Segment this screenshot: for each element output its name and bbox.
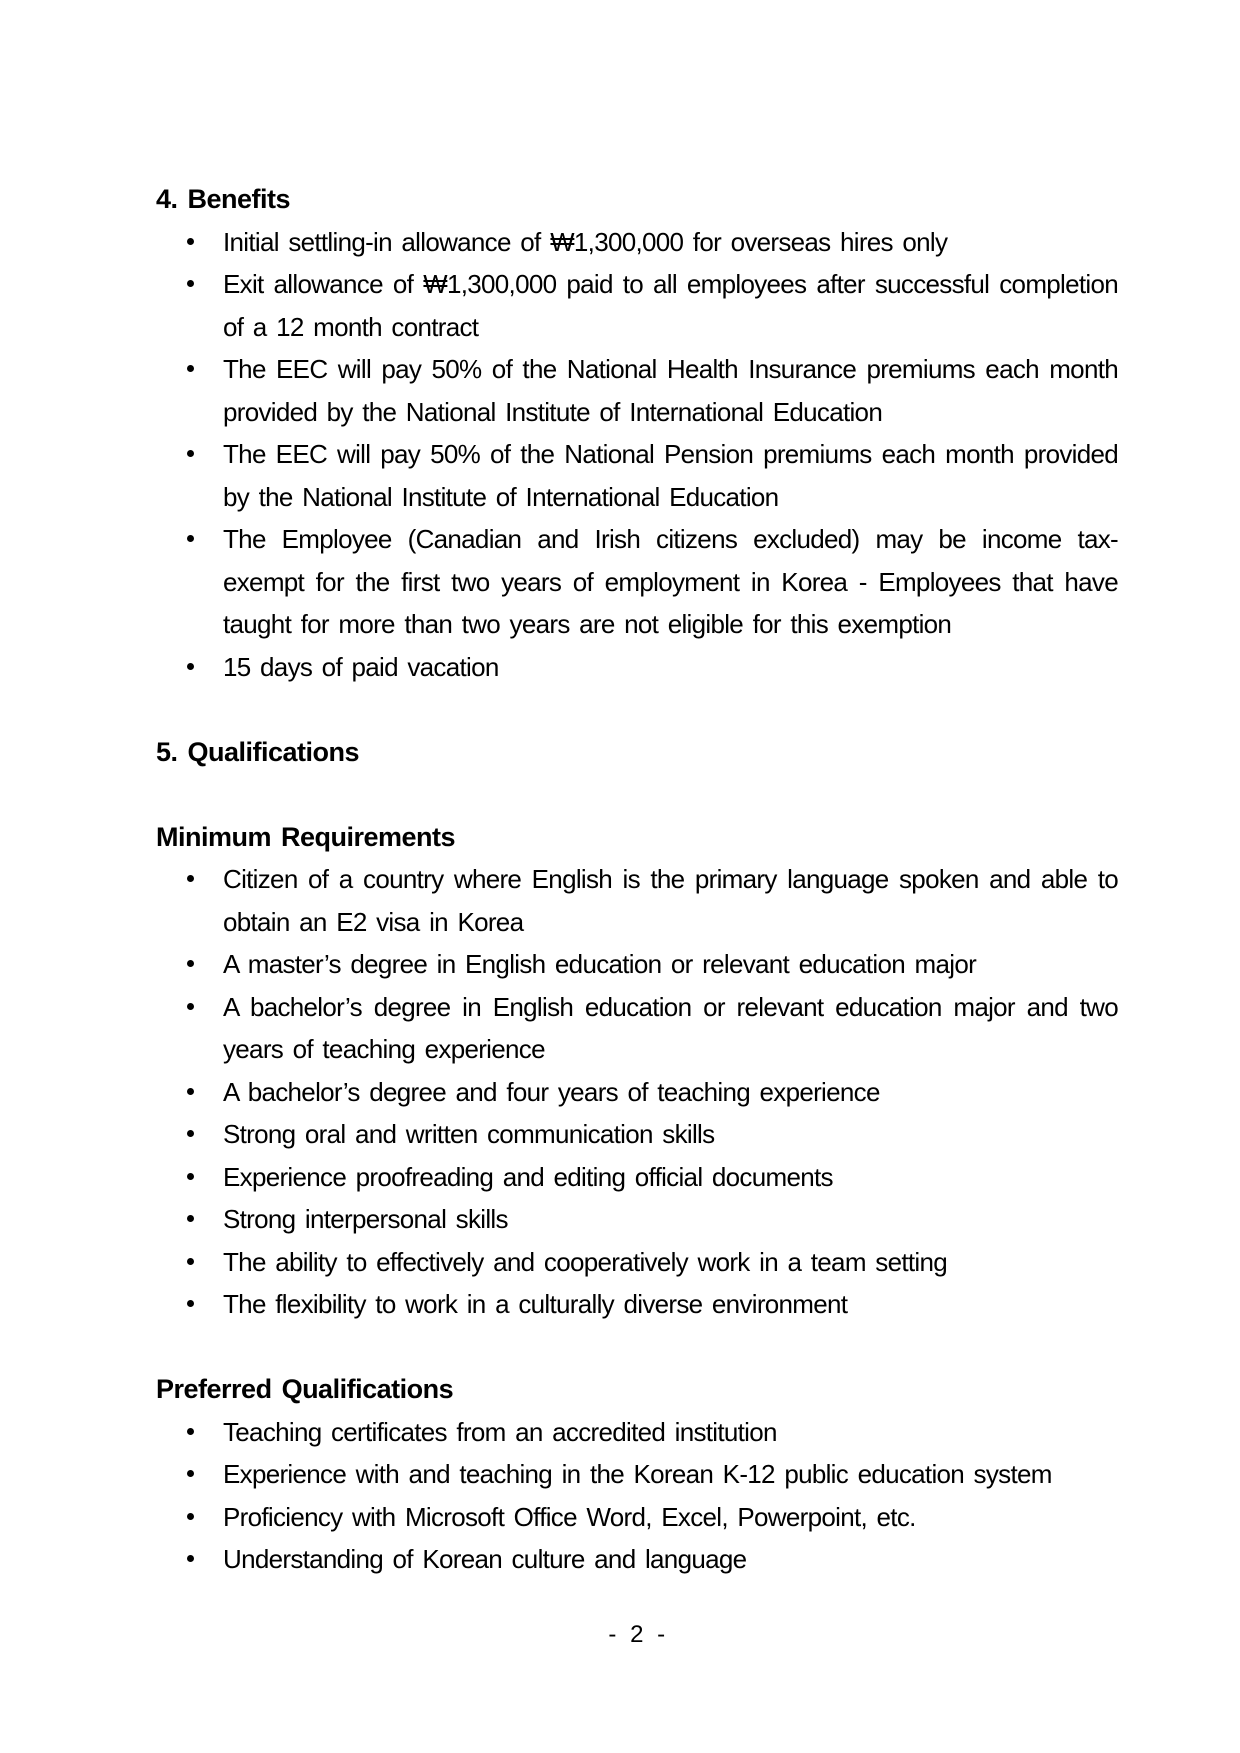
bullet-item: The ability to effectively and cooperatively work in a team setting	[156, 1241, 1118, 1284]
minimum-requirements-list	[156, 858, 1118, 1326]
preferred-qualifications-heading: Preferred Qualifications	[156, 1374, 454, 1404]
bullet-item: Experience proofreading and editing official documents	[156, 1156, 1118, 1199]
bullet-item: The flexibility to work in a culturally diverse environment	[156, 1283, 1118, 1326]
bullet-item: A bachelor’s degree and four years of teaching experience	[156, 1071, 1118, 1114]
bullet-item: A master’s degree in English education or relevant education major	[156, 943, 1118, 986]
qualifications-heading: 5. Qualifications	[156, 736, 360, 767]
page-number: - 2 -	[608, 1620, 666, 1648]
bullet-item: Experience with and teaching in the Korean K-12 public education system	[156, 1453, 1118, 1496]
benefits-heading: 4. Benefits	[156, 184, 291, 214]
page-footer	[156, 1621, 1118, 1649]
bullet-item: The Employee (Canadian and Irish citizens excluded) may be income tax-exempt for the first two years of employment in Korea - Employees that have taught for more than two years are not eligible for this exemption	[156, 518, 1118, 646]
bullet-item: Initial settling-in allowance of ₩1,300,000 for overseas hires only	[156, 221, 1118, 264]
bullet-item: Proficiency with Microsoft Office Word, Excel, Powerpoint, etc.	[156, 1496, 1118, 1539]
bullet-item: The EEC will pay 50% of the National Health Insurance premiums each month provided by the National Institute of International Education	[156, 348, 1118, 433]
bullet-item: Exit allowance of ₩1,300,000 paid to all employees after successful completion of a 12 month contract	[156, 263, 1118, 348]
bullet-item: Understanding of Korean culture and language	[156, 1538, 1118, 1581]
bullet-item: Teaching certificates from an accredited institution	[156, 1411, 1118, 1454]
bullet-item: The EEC will pay 50% of the National Pension premiums each month provided by the National Institute of International Education	[156, 433, 1118, 518]
section-qualifications	[156, 731, 1118, 1581]
preferred-qualifications-list	[156, 1411, 1118, 1581]
bullet-item: 15 days of paid vacation	[156, 646, 1118, 689]
bullet-item: Strong oral and written communication skills	[156, 1113, 1118, 1156]
bullet-item: Citizen of a country where English is the primary language spoken and able to obtain an E2 visa in Korea	[156, 858, 1118, 943]
minimum-requirements-heading: Minimum Requirements	[156, 821, 456, 852]
benefits-list	[156, 221, 1118, 689]
section-benefits	[156, 178, 1118, 688]
bullet-item: A bachelor’s degree in English education or relevant education major and two years of teaching experience	[156, 986, 1118, 1071]
bullet-item: Strong interpersonal skills	[156, 1198, 1118, 1241]
